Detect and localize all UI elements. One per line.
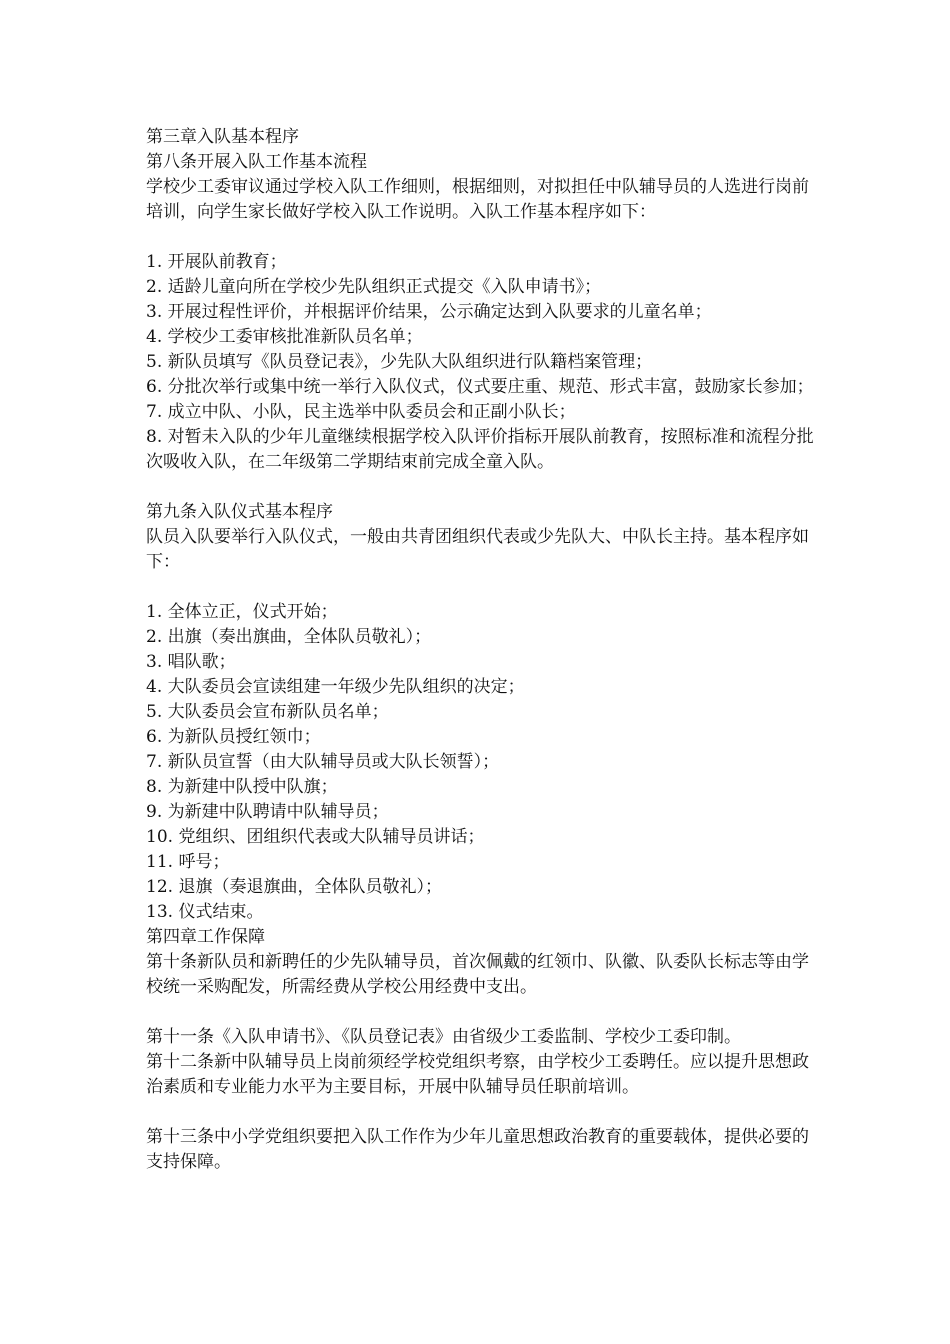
article-8-item-1: 1. 开展队前教育； [146,252,287,272]
article-9-heading: 第九条入队仪式基本程序 [146,502,333,522]
blank-line [146,1000,816,1025]
blank-line [146,475,816,500]
article-9-item-5: 5. 大队委员会宣布新队员名单； [146,702,389,722]
document-body [146,125,816,1175]
blank-line [146,1100,816,1125]
article-8-heading: 第八条开展入队工作基本流程 [146,152,367,172]
article-9-item-6: 6. 为新队员授红领巾； [146,727,321,747]
article-9-item-13: 13. 仪式结束。 [146,902,264,922]
article-9-item-8: 8. 为新建中队授中队旗； [146,777,338,797]
article-9-item-3: 3. 唱队歌； [146,652,236,672]
article-10: 第十条新队员和新聘任的少先队辅导员，首次佩戴的红领巾、队徽、队委队长标志等由学校统一采购配发，所需经费从学校公用经费中支出。 [146,952,809,997]
article-9-item-7: 7. 新队员宣誓（由大队辅导员或大队长领誓）； [146,752,500,772]
article-8-item-5: 5. 新队员填写《队员登记表》，少先队大队组织进行队籍档案管理； [146,352,653,372]
chapter-3-heading: 第三章入队基本程序 [146,127,299,147]
article-8-intro: 学校少工委审议通过学校入队工作细则，根据细则，对拟担任中队辅导员的人选进行岗前培训，向学生家长做好学校入队工作说明。入队工作基本程序如下： [146,177,809,222]
article-8-item-7: 7. 成立中队、小队，民主选举中队委员会和正副小队长； [146,402,576,422]
blank-line [146,575,816,600]
blank-line [146,225,816,250]
article-8-item-2: 2. 适龄儿童向所在学校少先队组织正式提交《入队申请书》； [146,277,602,297]
article-8-item-6: 6. 分批次举行或集中统一举行入队仪式，仪式要庄重、规范、形式丰富，鼓励家长参加； [146,377,814,397]
article-9-item-10: 10. 党组织、团组织代表或大队辅导员讲话； [146,827,485,847]
article-9-item-11: 11. 呼号； [146,852,230,872]
article-9-item-12: 12. 退旗（奏退旗曲，全体队员敬礼）； [146,877,442,897]
article-8-item-3: 3. 开展过程性评价，并根据评价结果，公示确定达到入队要求的儿童名单； [146,302,712,322]
article-8-item-4: 4. 学校少工委审核批准新队员名单； [146,327,423,347]
article-13: 第十三条中小学党组织要把入队工作作为少年儿童思想政治教育的重要载体，提供必要的支持保障。 [146,1127,809,1172]
article-9-intro: 队员入队要举行入队仪式，一般由共青团组织代表或少先队大、中队长主持。基本程序如下： [146,527,809,572]
article-11: 第十一条《入队申请书》、《队员登记表》由省级少工委监制、学校少工委印制。 [146,1027,741,1047]
article-12: 第十二条新中队辅导员上岗前须经学校党组织考察，由学校少工委聘任。应以提升思想政治素质和专业能力水平为主要目标，开展中队辅导员任职前培训。 [146,1052,809,1097]
article-9-item-1: 1. 全体立正，仪式开始； [146,602,338,622]
article-9-item-9: 9. 为新建中队聘请中队辅导员； [146,802,389,822]
article-8-item-8: 8. 对暂未入队的少年儿童继续根据学校入队评价指标开展队前教育，按照标准和流程分批次吸收入队，在二年级第二学期结束前完成全童入队。 [146,427,814,472]
article-9-item-4: 4. 大队委员会宣读组建一年级少先队组织的决定； [146,677,525,697]
chapter-4-heading: 第四章工作保障 [146,927,265,947]
article-9-item-2: 2. 出旗（奏出旗曲，全体队员敬礼）； [146,627,432,647]
